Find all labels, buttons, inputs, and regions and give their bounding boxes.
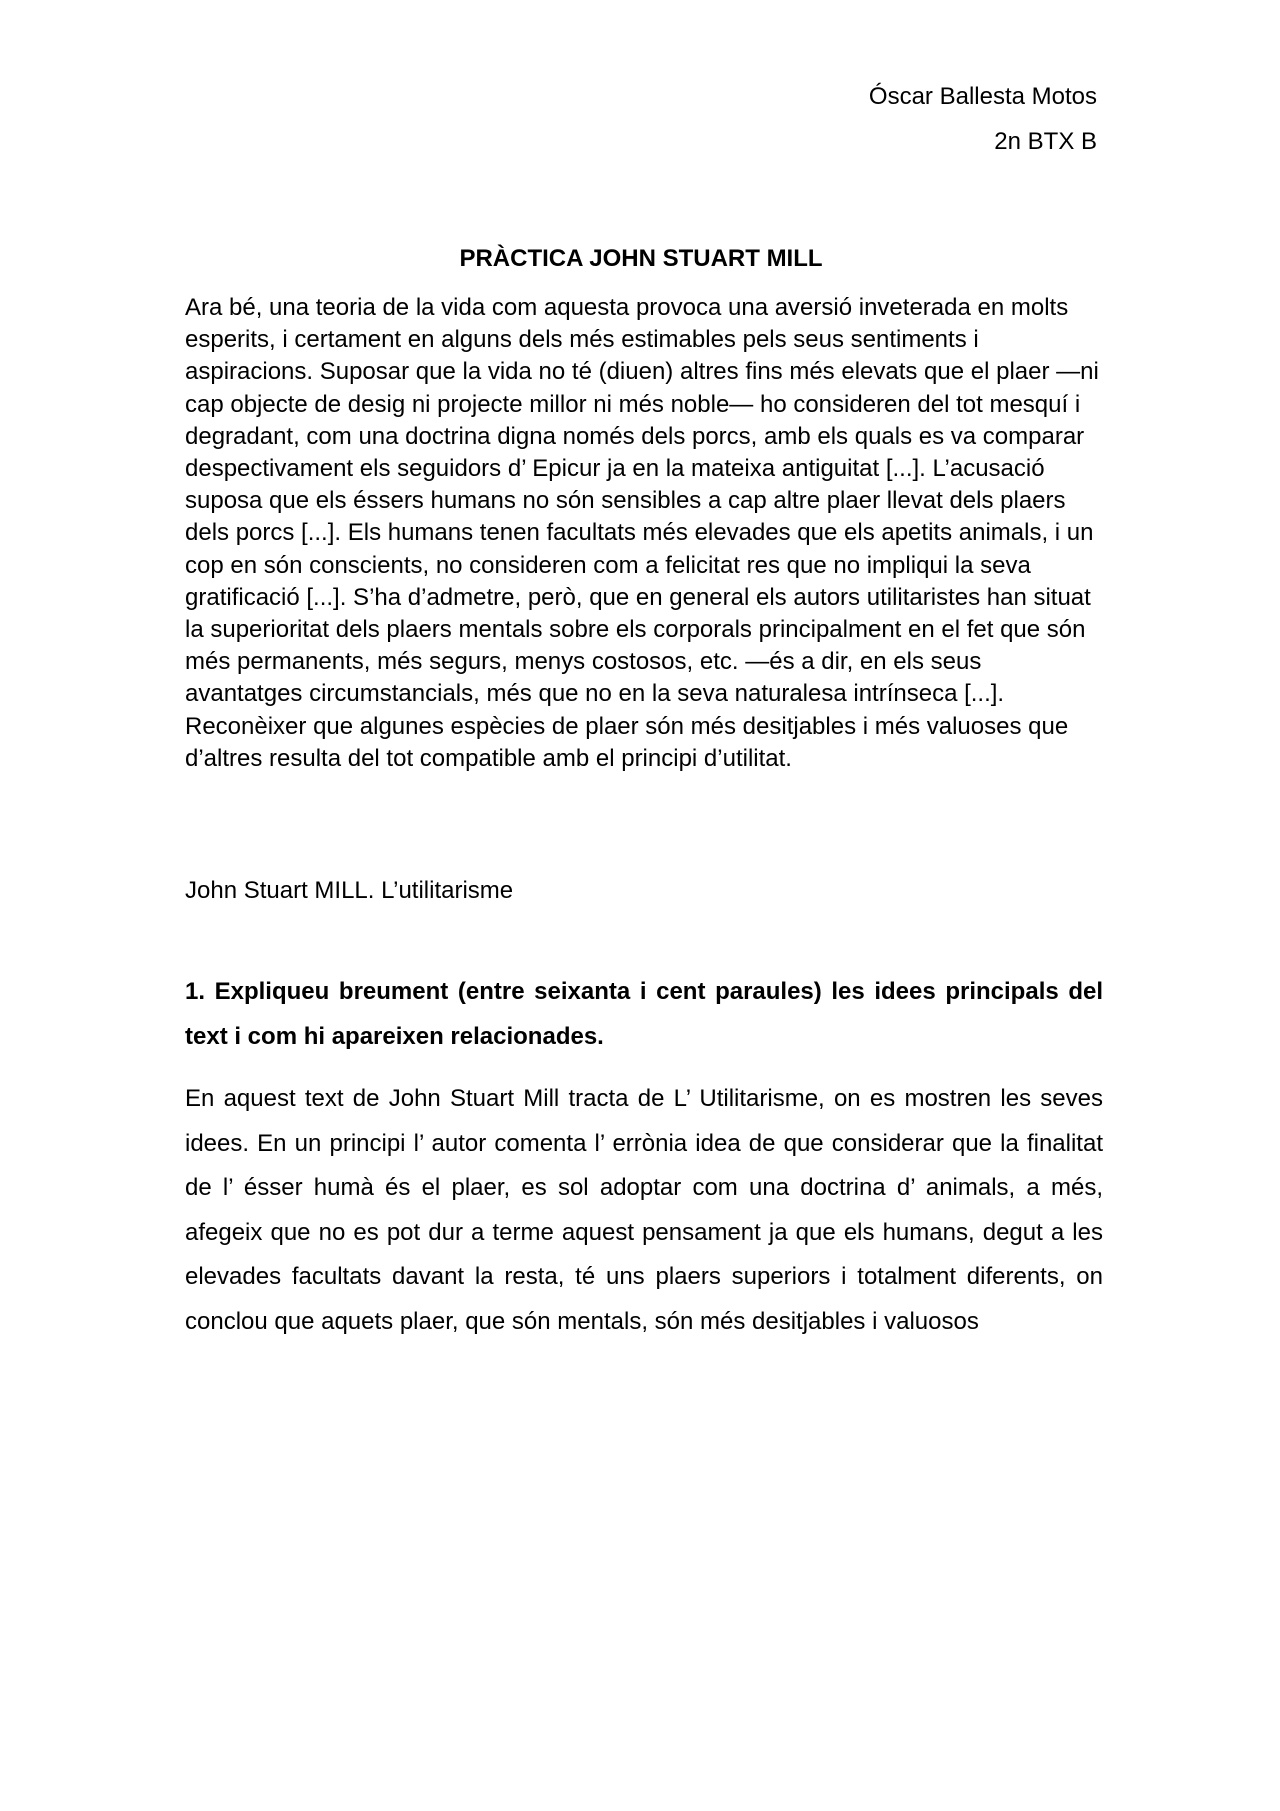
answer-paragraph: En aquest text de John Stuart Mill tracta de L’ Utilitarisme, on es mostren les seves idees. En un principi l’ autor comenta l’ errònia idea de que considerar que la finalitat de l’ ésser humà és el plaer, es sol adoptar com una doctrina d’ animals, a més, afegeix que no es pot dur a terme aquest pensament ja que els humans, degut a les elevades facultats davant la resta, té uns plaers superiors i totalment diferents, on conclou que aquets plaer, que són mentals, són més desitjables i valuosos — [185, 1085, 1103, 1335]
quote-source: John Stuart MILL. L’utilitarisme — [185, 877, 514, 904]
header-block — [869, 74, 1097, 164]
quote-paragraph: Ara bé, una teoria de la vida com aquesta provoca una aversió inveterada en molts esperits, i certament en alguns dels més estimables pels seus sentiments i aspiracions. Suposar que la vida no té (diuen) altres fins més elevats que el plaer —ni cap objecte de desig ni projecte millor ni més noble— ho consideren del tot mesquí i degradant, com una doctrina digna només dels porcs, amb els quals es va comparar despectivament els seguidors d’ Epicur ja en la mateixa antiguitat [...]. L’acusació suposa que els éssers humans no són sensibles a cap altre plaer llevat dels plaers dels porcs [...]. Els humans tenen facultats més elevades que els apetits animals, i un cop en són conscients, no consideren com a felicitat res que no impliqui la seva gratificació [...]. S’ha d’admetre, però, que en general els autors utilitaristes han situat la superioritat dels plaers mentals sobre els corporals principalment en el fet que són més permanents, més segurs, menys costosos, etc. —és a dir, en els seus avantatges circumstancials, més que no en la seva naturalesa intrínseca [...]. Reconèixer que algunes espècies de plaer són més desitjables i més valuoses que d’altres resulta del tot compatible amb el principi d’utilitat. — [185, 294, 1099, 772]
document-title: PRÀCTICA JOHN STUART MILL — [459, 245, 823, 272]
class-name: 2n BTX B — [994, 128, 1097, 155]
author-name: Óscar Ballesta Motos — [868, 83, 1097, 110]
question-heading: 1. Expliqueu breument (entre seixanta i cent paraules) les idees principals del text i com hi apareixen relacionades. — [185, 978, 1103, 1050]
